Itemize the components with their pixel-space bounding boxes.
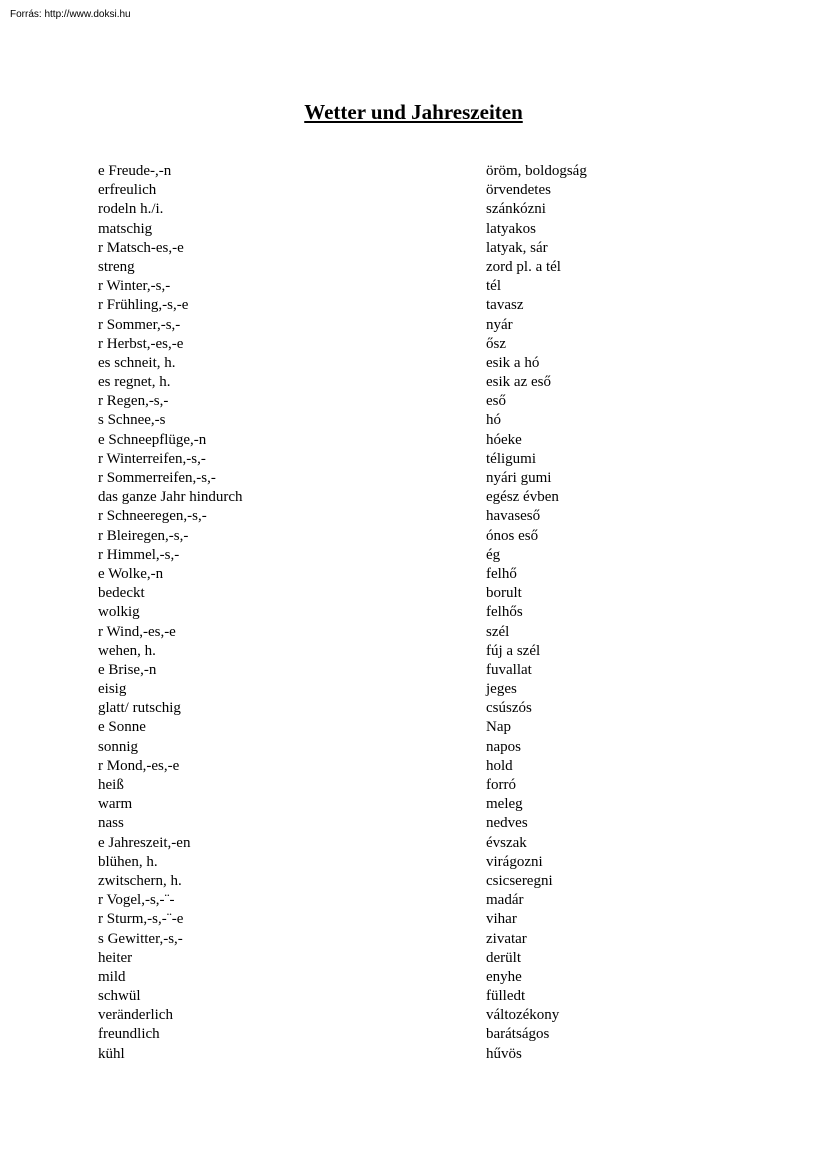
vocab-row (98, 1025, 738, 1044)
german-term: freundlich (98, 1026, 160, 1043)
german-term: sonnig (98, 738, 139, 755)
vocab-row (98, 853, 738, 872)
german-term: e Jahreszeit,-en (98, 834, 191, 851)
vocab-row (98, 392, 738, 411)
vocab-row (98, 910, 738, 929)
vocab-row (98, 200, 738, 219)
vocab-row (98, 834, 738, 853)
vocab-row (98, 354, 738, 373)
german-term: heiß (98, 777, 124, 793)
hungarian-translation: hold (486, 757, 513, 774)
vocab-row (98, 949, 738, 968)
hungarian-translation: nedves (486, 815, 528, 832)
hungarian-translation: tavasz (486, 297, 524, 314)
german-term: es regnet, h. (98, 374, 171, 391)
german-term: erfreulich (98, 182, 157, 199)
german-term: wolkig (98, 604, 140, 621)
hungarian-translation: öröm, boldogság (486, 163, 587, 179)
vocab-row (98, 220, 738, 239)
german-term: kühl (98, 1045, 125, 1062)
german-term: zwitschern, h. (98, 872, 182, 889)
vocab-row (98, 335, 738, 354)
german-term: r Himmel,-s,- (98, 546, 180, 563)
vocab-row (98, 316, 738, 335)
hungarian-translation: eső (486, 393, 506, 410)
hungarian-translation: szél (486, 623, 510, 640)
hungarian-translation: derült (486, 949, 521, 966)
german-term: r Herbst,-es,-e (98, 335, 184, 352)
vocab-row (98, 776, 738, 795)
hungarian-translation: ég (486, 546, 501, 563)
hungarian-translation: jeges (486, 681, 517, 698)
german-term: s Gewitter,-s,- (98, 930, 183, 947)
vocab-row (98, 296, 738, 315)
vocab-row (98, 738, 738, 757)
hungarian-translation: havaseső (486, 508, 541, 525)
german-term: veränderlich (98, 1007, 173, 1024)
vocab-row (98, 258, 738, 277)
german-term: das ganze Jahr hindurch (98, 489, 243, 506)
german-term: r Sturm,-s,-¨-e (98, 911, 184, 928)
hungarian-translation: szánkózni (486, 201, 546, 218)
hungarian-translation: ónos eső (486, 527, 539, 544)
german-term: rodeln h./i. (98, 201, 164, 218)
hungarian-translation: meleg (486, 796, 523, 813)
vocab-row (98, 527, 738, 546)
vocab-row (98, 930, 738, 949)
vocab-row (98, 642, 738, 661)
german-term: eisig (98, 681, 127, 698)
source-note: Forrás: http://www.doksi.hu (10, 9, 131, 20)
german-term: r Matsch-es,-e (98, 239, 184, 256)
german-term: e Freude-,-n (98, 163, 172, 179)
hungarian-translation: téligumi (486, 450, 536, 467)
hungarian-translation: zord pl. a tél (486, 258, 561, 275)
german-term: r Sommer,-s,- (98, 316, 181, 333)
hungarian-translation: hó (486, 412, 501, 429)
vocab-row (98, 680, 738, 699)
hungarian-translation: egész évben (486, 489, 559, 506)
german-term: wehen, h. (98, 642, 156, 659)
vocab-row (98, 603, 738, 622)
hungarian-translation: esik az eső (486, 374, 551, 391)
german-term: heiter (98, 949, 133, 966)
hungarian-translation: enyhe (486, 968, 522, 985)
vocab-row (98, 162, 738, 181)
hungarian-translation: barátságos (486, 1026, 550, 1043)
german-term: r Vogel,-s,-¨- (98, 892, 175, 909)
hungarian-translation: tél (486, 278, 501, 295)
german-term: streng (98, 258, 135, 275)
hungarian-translation: madár (486, 892, 524, 909)
german-term: nass (98, 815, 124, 832)
german-term: r Frühling,-s,-e (98, 297, 189, 314)
hungarian-translation: Nap (486, 719, 511, 736)
german-term: r Regen,-s,- (98, 393, 169, 410)
german-term: r Winterreifen,-s,- (98, 450, 206, 467)
hungarian-translation: nyár (486, 316, 513, 333)
hungarian-translation: zivatar (486, 930, 527, 947)
german-term: r Wind,-es,-e (98, 623, 176, 640)
hungarian-translation: fuvallat (486, 661, 532, 678)
hungarian-translation: borult (486, 585, 522, 602)
hungarian-translation: virágozni (486, 853, 543, 870)
hungarian-translation: ősz (486, 335, 506, 352)
vocab-row (98, 795, 738, 814)
vocab-row (98, 872, 738, 891)
hungarian-translation: latyak, sár (486, 239, 548, 256)
vocab-row (98, 987, 738, 1006)
hungarian-translation: fülledt (486, 988, 526, 1005)
vocab-row (98, 1045, 738, 1064)
vocab-row (98, 277, 738, 296)
page-title: Wetter und Jahreszeiten (304, 100, 523, 124)
vocab-row (98, 968, 738, 987)
vocab-row (98, 718, 738, 737)
german-term: r Winter,-s,- (98, 278, 171, 295)
vocab-row (98, 757, 738, 776)
german-term: warm (98, 796, 133, 813)
vocab-row (98, 411, 738, 430)
german-term: es schneit, h. (98, 354, 176, 371)
hungarian-translation: évszak (486, 834, 527, 851)
german-term: r Bleiregen,-s,- (98, 527, 189, 544)
vocab-row (98, 1006, 738, 1025)
hungarian-translation: forró (486, 777, 516, 793)
vocab-row (98, 546, 738, 565)
german-term: mild (98, 968, 126, 985)
hungarian-translation: csúszós (486, 700, 532, 717)
german-term: e Schneepflüge,-n (98, 431, 207, 448)
vocab-row (98, 565, 738, 584)
hungarian-translation: hóeke (486, 431, 522, 448)
vocab-row (98, 891, 738, 910)
vocab-row (98, 450, 738, 469)
vocab-row (98, 373, 738, 392)
vocabulary-list (98, 162, 738, 1064)
vocab-row (98, 661, 738, 680)
hungarian-translation: felhős (486, 604, 523, 621)
vocab-row (98, 239, 738, 258)
hungarian-translation: fúj a szél (486, 642, 541, 659)
german-term: bedeckt (98, 585, 145, 602)
german-term: schwül (98, 988, 141, 1005)
hungarian-translation: napos (486, 738, 521, 755)
vocab-row (98, 507, 738, 526)
german-term: glatt/ rutschig (98, 700, 181, 717)
german-term: e Brise,-n (98, 661, 157, 678)
vocab-row (98, 623, 738, 642)
vocab-row (98, 469, 738, 488)
vocab-row (98, 431, 738, 450)
hungarian-translation: hűvös (486, 1045, 522, 1062)
german-term: matschig (98, 220, 153, 237)
hungarian-translation: esik a hó (486, 354, 540, 371)
german-term: r Schneeregen,-s,- (98, 508, 207, 525)
vocab-row (98, 814, 738, 833)
vocab-row (98, 488, 738, 507)
vocab-row (98, 584, 738, 603)
hungarian-translation: vihar (486, 911, 517, 928)
german-term: blühen, h. (98, 853, 158, 870)
hungarian-translation: csicseregni (486, 872, 553, 889)
hungarian-translation: változékony (486, 1007, 560, 1024)
hungarian-translation: örvendetes (486, 182, 551, 199)
german-term: e Wolke,-n (98, 565, 164, 582)
german-term: e Sonne (98, 719, 146, 736)
vocab-row (98, 181, 738, 200)
hungarian-translation: felhő (486, 565, 517, 582)
german-term: s Schnee,-s (98, 412, 166, 429)
vocab-row (98, 699, 738, 718)
hungarian-translation: latyakos (486, 220, 536, 237)
hungarian-translation: nyári gumi (486, 470, 552, 486)
german-term: r Sommerreifen,-s,- (98, 470, 216, 486)
german-term: r Mond,-es,-e (98, 757, 180, 774)
